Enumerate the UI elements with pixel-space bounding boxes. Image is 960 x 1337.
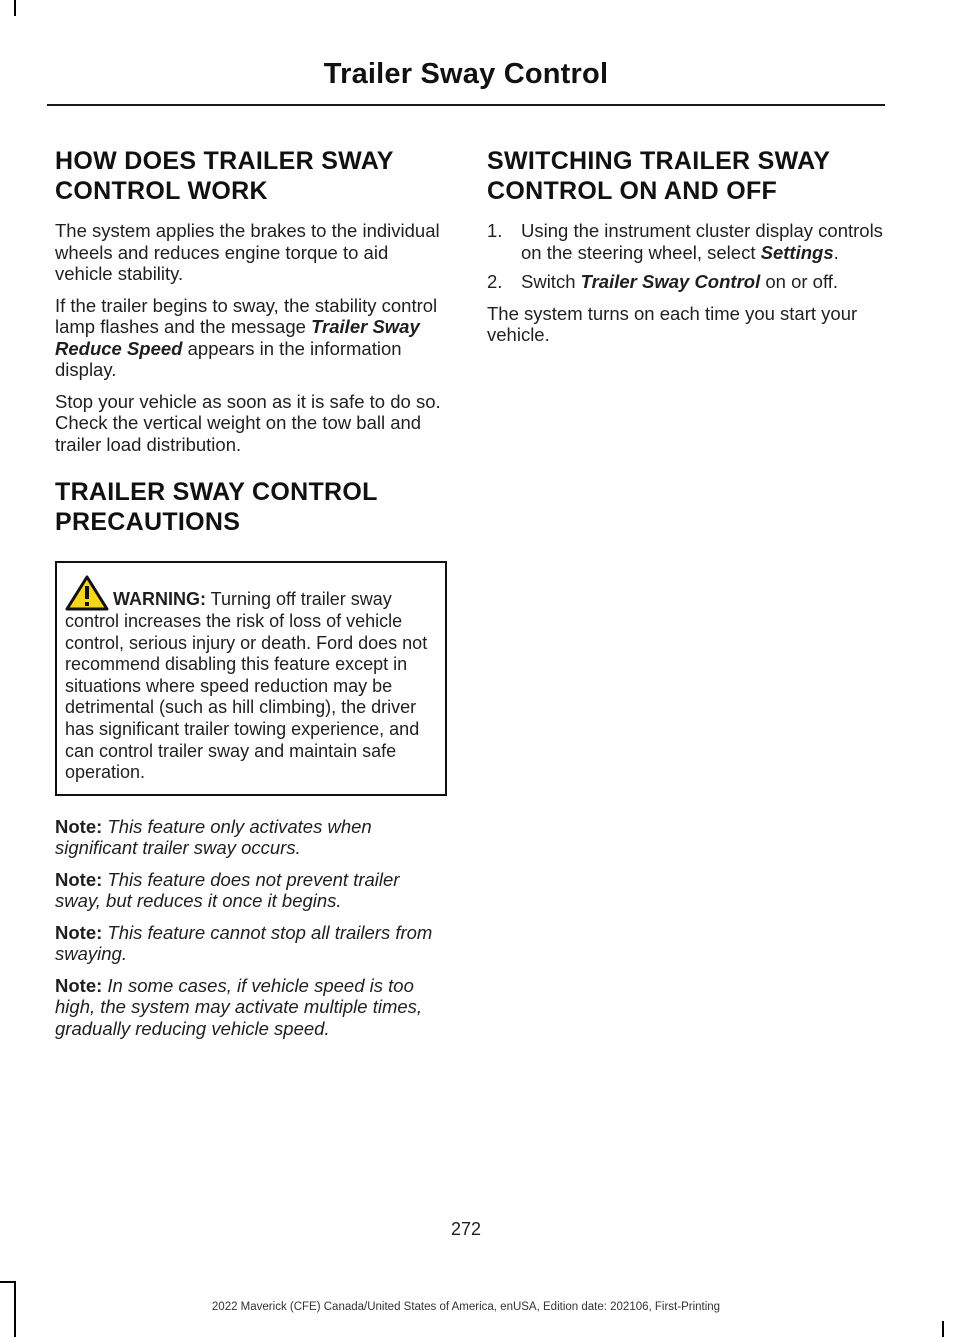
page-title: Trailer Sway Control bbox=[323, 58, 609, 90]
heading-line-2: PRECAUTIONS bbox=[55, 508, 241, 536]
paragraph bbox=[55, 295, 447, 381]
step-text: Using the instrument cluster display controls on the steering wheel, select bbox=[521, 220, 883, 263]
crop-mark-bottom-right bbox=[942, 1321, 944, 1337]
note-label: Note: bbox=[55, 868, 103, 890]
note-text: In some cases, if vehicle speed is too high, the system may activate multiple times, gradually reducing vehicle speed. bbox=[55, 974, 423, 1039]
footer-edition: 2022 Maverick (CFE) Canada/United States of America, enUSA, Edition date: 202106, First-Printing bbox=[211, 1301, 721, 1313]
note bbox=[55, 975, 447, 1040]
heading-line-1: SWITCHING TRAILER SWAY bbox=[487, 147, 831, 175]
step-text: Switch bbox=[521, 271, 581, 292]
heading-line-2: CONTROL WORK bbox=[55, 177, 268, 205]
crop-mark-top-left bbox=[14, 0, 16, 16]
note-text: This feature does not prevent trailer sway, but reduces it once it begins. bbox=[55, 868, 400, 912]
right-column bbox=[487, 146, 887, 356]
note bbox=[55, 922, 447, 965]
step-text: on or off. bbox=[760, 271, 839, 292]
menu-option: Trailer Sway Control bbox=[580, 271, 761, 292]
list-item bbox=[487, 220, 887, 263]
menu-option: Settings bbox=[760, 241, 834, 263]
header-rule bbox=[47, 104, 885, 106]
note-label: Note: bbox=[55, 974, 103, 996]
paragraph: Stop your vehicle as soon as it is safe to do so. Check the vertical weight on the tow ball and trailer load distribution. bbox=[55, 390, 441, 455]
note-label: Note: bbox=[55, 921, 103, 943]
page-number: 272 bbox=[450, 1219, 482, 1239]
left-column bbox=[55, 146, 447, 1049]
note bbox=[55, 869, 447, 912]
text: If the trailer begins to sway, the stability control lamp flashes and the message bbox=[55, 294, 438, 337]
paragraph: The system turns on each time you start your vehicle. bbox=[487, 302, 858, 345]
step-text: . bbox=[833, 241, 839, 263]
heading-line-1: TRAILER SWAY CONTROL bbox=[55, 478, 378, 506]
text: appears in the information display. bbox=[55, 337, 402, 380]
warning-text: Turning off trailer sway control increases the risk of loss of vehicle control, serious injury or death. Ford does not recommend disabling this feature except in situations where speed reduction may be detrimental (such as hill climbing), the driver has significant trailer towing experience, and can control trailer sway and maintain safe operation. bbox=[65, 589, 428, 783]
note-label: Note: bbox=[55, 815, 103, 837]
list-item bbox=[487, 271, 887, 293]
paragraph: The system applies the brakes to the individual wheels and reduces engine torque to aid vehicle stability. bbox=[55, 220, 440, 284]
warning-title: WARNING: bbox=[113, 589, 206, 609]
step-number: 2. bbox=[487, 271, 503, 292]
note bbox=[55, 816, 447, 859]
section-heading-precautions bbox=[55, 477, 447, 537]
warning-triangle-icon bbox=[65, 575, 109, 611]
heading-line-2: CONTROL ON AND OFF bbox=[487, 177, 778, 205]
section-heading-switching bbox=[487, 146, 887, 206]
steps-list bbox=[487, 220, 887, 293]
note-text: This feature cannot stop all trailers from swaying. bbox=[55, 921, 433, 965]
note-text: This feature only activates when significant trailer sway occurs. bbox=[55, 815, 372, 859]
section-heading-how-it-works bbox=[55, 146, 447, 206]
display-message: Trailer Sway Reduce Speed bbox=[55, 316, 420, 359]
heading-line-1: HOW DOES TRAILER SWAY bbox=[55, 147, 394, 175]
crop-mark-bottom-left-h bbox=[0, 1281, 16, 1283]
warning-box bbox=[55, 561, 447, 796]
step-number: 1. bbox=[487, 220, 503, 241]
